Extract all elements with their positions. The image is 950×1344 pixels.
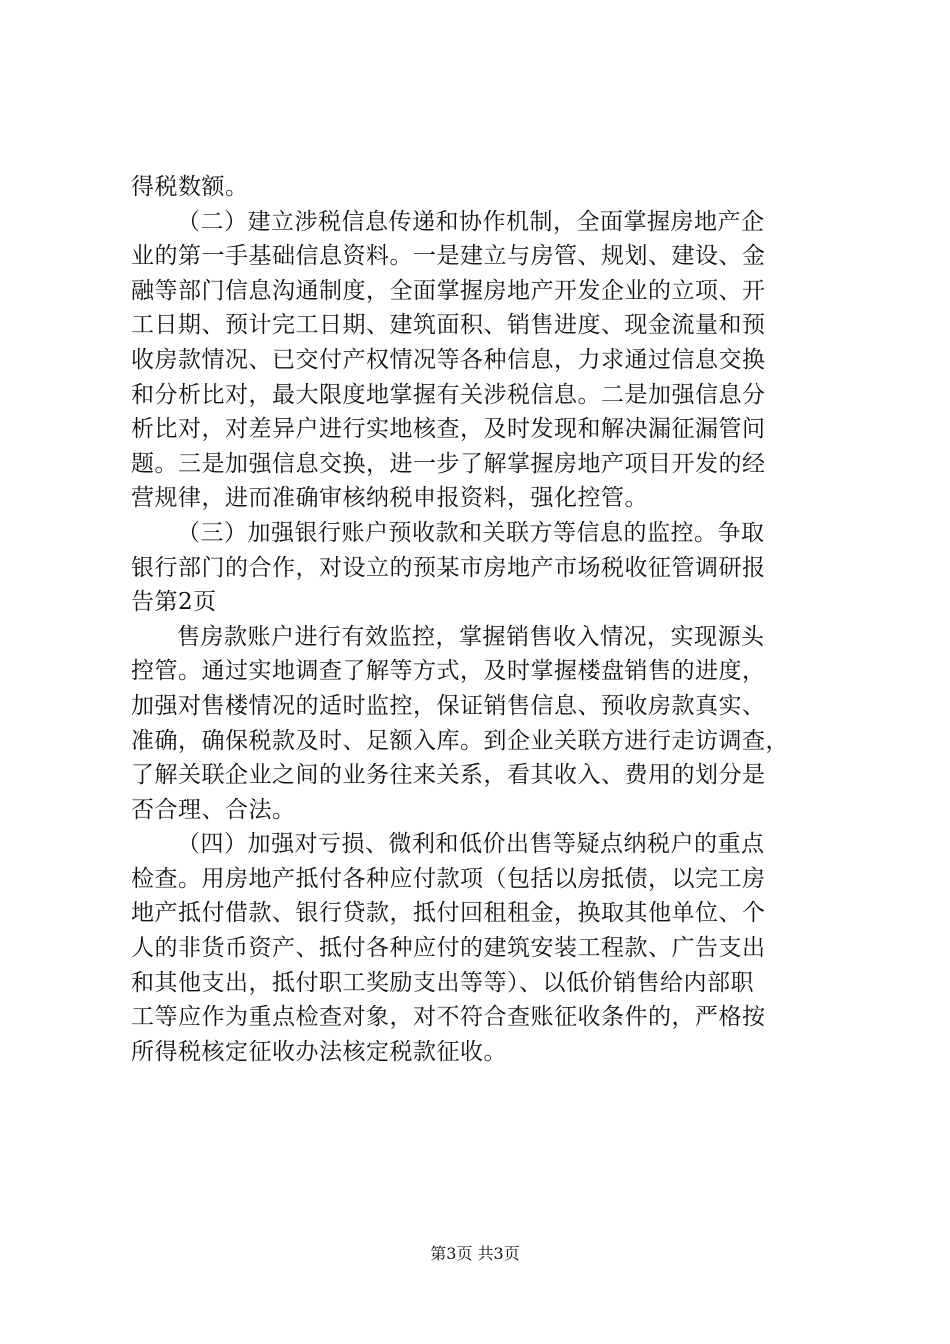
text-line: 得税数额。 xyxy=(131,174,249,200)
text-line: 了解关联企业之间的业务往来关系，看其收入、费用的划分是 xyxy=(131,762,766,789)
page-footer xyxy=(0,1244,950,1264)
paragraph-start-line: （三）加强银行账户预收款和关联方等信息的监控。争取 xyxy=(177,519,765,546)
text-line: 检查。用房地产抵付各种应付款项（包括以房抵债，以完工房 xyxy=(131,865,766,892)
paragraph-start-line: （二）建立涉税信息传递和协作机制，全面掌握房地产企 xyxy=(177,208,765,235)
text-line: 融等部门信息沟通制度，全面掌握房地产开发企业的立项、开 xyxy=(131,277,766,304)
text-line: 业的第一手基础信息资料。一是建立与房管、规划、建设、金 xyxy=(131,243,766,270)
page-number-label: 第3页 共3页 xyxy=(430,1244,520,1263)
text-line: 所得税核定征收办法核定税款征收。 xyxy=(131,1038,507,1065)
text-line: 工等应作为重点检查对象，对不符合查账征收条件的，严格按 xyxy=(131,1004,766,1031)
text-line: 工日期、预计完工日期、建筑面积、销售进度、现金流量和预 xyxy=(131,312,766,339)
text-line: 营规律，进而准确审核纳税申报资料，强化控管。 xyxy=(131,485,648,512)
text-line: 地产抵付借款、银行贷款，抵付回租租金，换取其他单位、个 xyxy=(131,900,766,927)
text-line: 银行部门的合作，对设立的预某市房地产市场税收征管调研报 xyxy=(131,554,766,581)
text-line: 否合理、合法。 xyxy=(131,796,296,823)
text-line: 和其他支出，抵付职工奖励支出等等）、以低价销售给内部职 xyxy=(131,969,754,996)
text-line: 控管。通过实地调查了解等方式，及时掌握楼盘销售的进度， xyxy=(131,658,766,685)
document-body xyxy=(131,170,831,1069)
paragraph-start-line: （四）加强对亏损、微利和低价出售等疑点纳税户的重点 xyxy=(177,831,765,858)
text-line: 收房款情况、已交付产权情况等各种信息，力求通过信息交换 xyxy=(131,346,766,373)
text-line: 准确，确保税款及时、足额入库。到企业关联方进行走访调查， xyxy=(131,727,789,754)
text-line: 和分析比对，最大限度地掌握有关涉税信息。二是加强信息分 xyxy=(131,381,766,408)
text-line: 告第2页 xyxy=(131,589,217,616)
text-line: 析比对，对差异户进行实地核查，及时发现和解决漏征漏管问 xyxy=(131,416,766,443)
paragraph-start-line: 售房款账户进行有效监控，掌握销售收入情况，实现源头 xyxy=(177,623,765,650)
text-line: 加强对售楼情况的适时监控，保证销售信息、预收房款真实、 xyxy=(131,692,766,719)
text-line: 题。三是加强信息交换，进一步了解掌握房地产项目开发的经 xyxy=(131,450,766,477)
text-line: 人的非货币资产、抵付各种应付的建筑安装工程款、广告支出 xyxy=(131,935,766,962)
